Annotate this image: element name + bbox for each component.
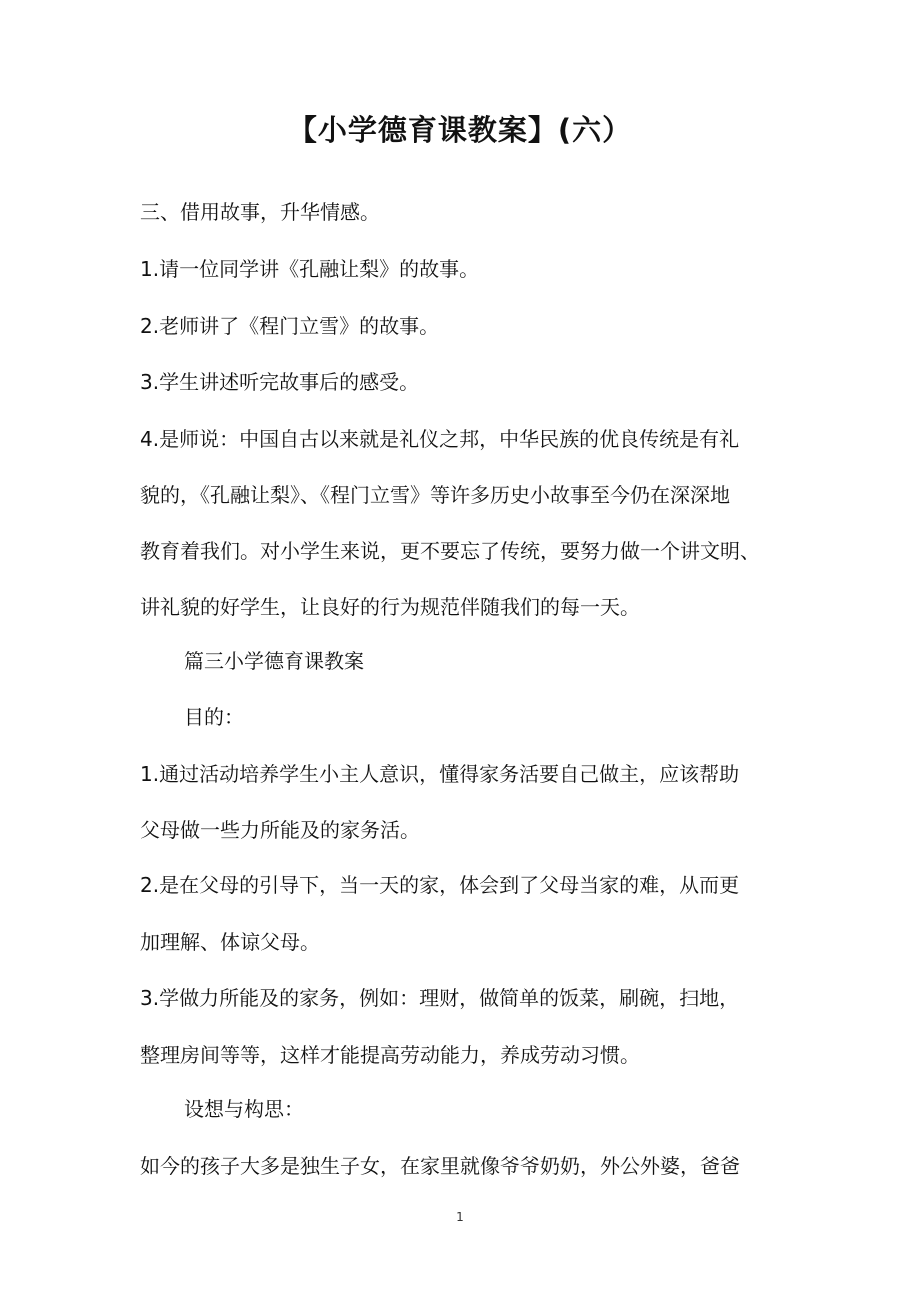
section-heading: 三、借用故事，升华情感。: [140, 200, 380, 224]
paragraph-line: 讲礼貌的好学生，让良好的行为规范伴随我们的每一天。: [140, 595, 640, 619]
paragraph-line: 父母做一些力所能及的家务活。: [140, 818, 420, 842]
paragraph-line: 如今的孩子大多是独生子女，在家里就像爷爷奶奶，外公外婆，爸爸: [140, 1154, 740, 1178]
page-number: 1: [456, 1210, 464, 1224]
document-title: 【小学德育课教案】(六）: [287, 113, 633, 147]
section-heading: 设想与构思：: [184, 1097, 304, 1121]
paragraph-line: 1.请一位同学讲《孔融让梨》的故事。: [140, 257, 480, 281]
paragraph-line: 貌的，《孔融让梨》、《程门立雪》等许多历史小故事至今仍在深深地: [140, 483, 730, 507]
section-heading: 篇三小学德育课教案: [184, 649, 364, 673]
paragraph-line: 1.通过活动培养学生小主人意识，懂得家务活要自己做主，应该帮助: [140, 762, 740, 786]
paragraph-line: 3.学生讲述听完故事后的感受。: [140, 370, 420, 394]
paragraph-line: 2.老师讲了《程门立雪》的故事。: [140, 314, 440, 338]
paragraph-line: 加理解、体谅父母。: [140, 930, 320, 954]
paragraph-line: 整理房间等等，这样才能提高劳动能力，养成劳动习惯。: [140, 1043, 640, 1067]
paragraph-line: 教育着我们。对小学生来说，更不要忘了传统，要努力做一个讲文明、: [140, 539, 760, 563]
section-heading: 目的：: [184, 705, 244, 729]
paragraph-line: 3.学做力所能及的家务，例如：理财，做简单的饭菜，刷碗，扫地，: [140, 986, 740, 1010]
paragraph-line: 4.是师说：中国自古以来就是礼仪之邦，中华民族的优良传统是有礼: [140, 427, 740, 451]
paragraph-line: 2.是在父母的引导下，当一天的家，体会到了父母当家的难，从而更: [140, 873, 740, 897]
